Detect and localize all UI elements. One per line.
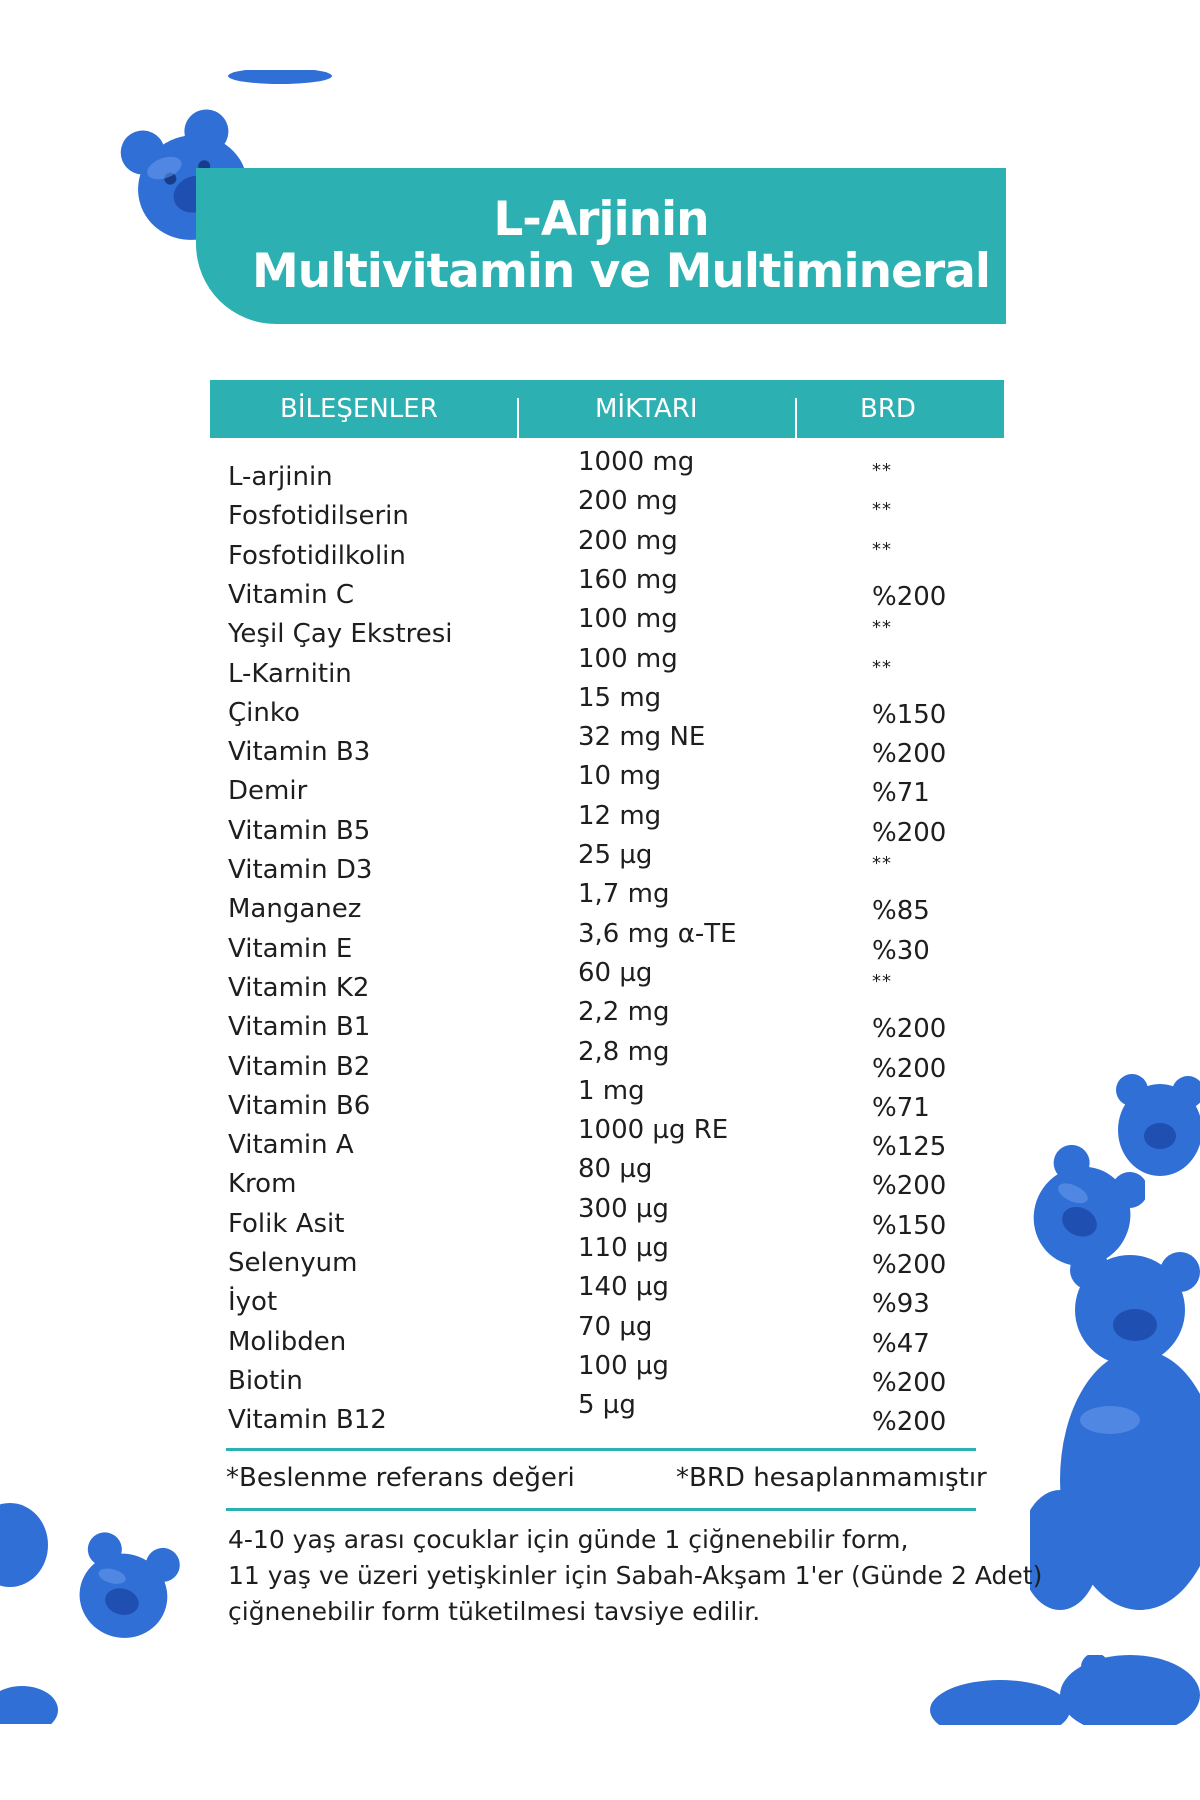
ingredient-name: Vitamin E xyxy=(228,933,353,964)
ingredient-name: Vitamin B12 xyxy=(228,1405,387,1436)
ingredient-amount: 160 mg xyxy=(578,564,678,595)
ingredient-amount: 5 µg xyxy=(578,1390,636,1421)
footnote-divider xyxy=(226,1508,976,1511)
gummy-bear-icon xyxy=(1030,1250,1200,1630)
ingredient-name: Folik Asit xyxy=(228,1208,345,1239)
ingredient-brd: ** xyxy=(872,617,892,639)
usage-note-line: çiğnenebilir form tüketilmesi tavsiye edilir. xyxy=(228,1597,761,1626)
ingredient-name: Vitamin C xyxy=(228,579,355,610)
table-header xyxy=(210,380,1004,438)
ingredient-amount: 200 mg xyxy=(578,486,678,517)
ingredient-brd: %30 xyxy=(872,935,930,966)
ingredient-name: L-arjinin xyxy=(228,462,333,492)
ingredient-name: Molibden xyxy=(228,1326,347,1357)
ingredient-amount: 15 mg xyxy=(578,682,662,713)
gummy-bear-icon xyxy=(0,1680,60,1724)
ingredient-name: Vitamin B1 xyxy=(228,1012,371,1043)
ingredient-brd: ** xyxy=(872,970,892,992)
ingredient-name: L-Karnitin xyxy=(228,658,352,689)
ingredient-brd: %150 xyxy=(872,1210,947,1241)
usage-note-line: 11 yaş ve üzeri yetişkinler için Sabah-Akşam 1'er (Günde 2 Adet) xyxy=(228,1561,1043,1590)
ingredient-amount: 200 mg xyxy=(578,525,678,556)
ingredient-brd: %85 xyxy=(872,896,930,927)
ingredient-amount: 1000 mg xyxy=(578,447,695,477)
ingredient-brd: %71 xyxy=(872,1092,930,1123)
ingredient-name: Vitamin A xyxy=(228,1130,354,1161)
ingredient-brd: %200 xyxy=(872,739,947,770)
ingredient-amount: 100 mg xyxy=(578,643,678,674)
title-banner xyxy=(196,168,1006,324)
ingredient-name: Fosfotidilserin xyxy=(228,501,409,532)
ingredient-brd: %200 xyxy=(872,1407,947,1438)
ingredient-amount: 3,6 mg α-TE xyxy=(578,918,737,949)
ingredient-name: Fosfotidilkolin xyxy=(228,540,406,571)
ingredient-brd: %200 xyxy=(872,1250,947,1280)
ingredient-name: Vitamin D3 xyxy=(228,855,373,885)
ingredient-name: Vitamin B2 xyxy=(228,1051,371,1082)
ingredient-amount: 300 µg xyxy=(578,1193,669,1224)
ingredient-name: Biotin xyxy=(228,1365,303,1396)
ingredient-amount: 100 mg xyxy=(578,604,678,635)
gummy-bear-icon xyxy=(0,1500,50,1590)
ingredient-brd: ** xyxy=(872,656,892,678)
column-header-ingredients: BİLEŞENLER xyxy=(280,394,438,424)
ingredient-name: Krom xyxy=(228,1169,297,1200)
gummy-bear-icon xyxy=(65,1530,185,1650)
ingredient-amount: 12 mg xyxy=(578,800,662,831)
ingredient-amount: 110 µg xyxy=(578,1233,669,1263)
footnote-brd-definition: *Beslenme referans değeri xyxy=(226,1463,575,1493)
ingredient-amount: 1,7 mg xyxy=(578,879,670,910)
ingredient-name: Vitamin B3 xyxy=(228,737,371,768)
table-bottom-divider xyxy=(226,1448,976,1451)
ingredient-amount: 60 µg xyxy=(578,957,653,988)
title-line-2: Multivitamin ve Multimineral xyxy=(252,244,990,299)
column-header-brd: BRD xyxy=(860,394,916,424)
ingredient-brd: %200 xyxy=(872,817,947,848)
ingredient-brd: %200 xyxy=(872,1367,947,1398)
ingredient-amount: 1000 µg RE xyxy=(578,1115,729,1146)
ingredient-name: Vitamin B6 xyxy=(228,1090,371,1121)
ingredient-brd: %71 xyxy=(872,778,930,809)
ingredient-name: Demir xyxy=(228,776,308,807)
ingredient-brd: ** xyxy=(872,499,892,521)
ingredient-name: Selenyum xyxy=(228,1248,358,1278)
gummy-bear-icon xyxy=(930,1655,1200,1725)
ingredient-amount: 25 µg xyxy=(578,840,653,870)
title-line-1: L-Arjinin xyxy=(493,192,709,247)
ingredient-amount: 140 µg xyxy=(578,1272,669,1303)
ingredient-brd: ** xyxy=(872,538,892,560)
ingredient-name: Vitamin B5 xyxy=(228,815,371,846)
column-divider xyxy=(795,398,797,438)
ingredient-brd: ** xyxy=(872,853,892,874)
ingredient-amount: 80 µg xyxy=(578,1154,653,1185)
column-header-amount: MİKTARI xyxy=(595,394,698,424)
ingredient-amount: 1 mg xyxy=(578,1075,645,1106)
ingredient-brd: %150 xyxy=(872,699,947,730)
ingredient-name: Yeşil Çay Ekstresi xyxy=(228,619,453,650)
ingredient-brd: %200 xyxy=(872,1014,947,1045)
ingredient-name: İyot xyxy=(228,1287,278,1318)
ingredient-name: Manganez xyxy=(228,894,362,925)
usage-note-line: 4-10 yaş arası çocuklar için günde 1 çiğnenebilir form, xyxy=(228,1525,909,1554)
ingredient-brd: ** xyxy=(872,460,892,481)
column-divider xyxy=(517,398,519,438)
ingredient-amount: 32 mg NE xyxy=(578,722,706,753)
ingredient-amount: 100 µg xyxy=(578,1350,669,1381)
ingredient-amount: 2,8 mg xyxy=(578,1036,670,1067)
ingredient-amount: 2,2 mg xyxy=(578,997,670,1028)
gummy-bear-icon xyxy=(225,70,335,90)
ingredient-brd: %125 xyxy=(872,1132,947,1163)
ingredient-brd: %200 xyxy=(872,1053,947,1084)
ingredient-name: Çinko xyxy=(228,697,300,728)
ingredient-name: Vitamin K2 xyxy=(228,972,370,1003)
ingredient-brd: %200 xyxy=(872,1171,947,1202)
ingredient-brd: %200 xyxy=(872,581,947,612)
ingredient-brd: %47 xyxy=(872,1328,930,1359)
ingredient-amount: 70 µg xyxy=(578,1311,653,1342)
ingredient-amount: 10 mg xyxy=(578,761,662,792)
footnote-brd-not-calculated: *BRD hesaplanmamıştır xyxy=(676,1463,987,1493)
ingredient-brd: %93 xyxy=(872,1289,930,1320)
